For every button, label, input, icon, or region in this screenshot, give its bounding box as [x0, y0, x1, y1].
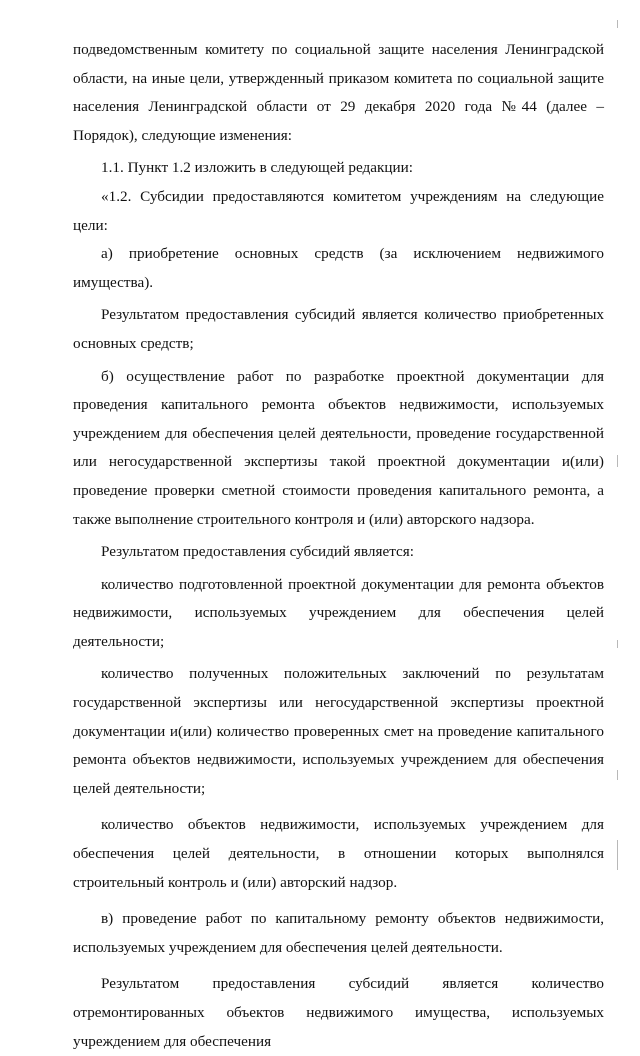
paragraph-item-1-1: 1.1. Пункт 1.2 изложить в следующей редакции: [101, 159, 414, 177]
paragraph-subitem-a: а) приобретение основных средств (за исключением недвижимого имущества). [73, 245, 604, 291]
scan-edge-mark [617, 20, 618, 28]
paragraph-result-b-1: количество подготовленной проектной документации для ремонта объектов недвижимости, используемых учреждением для обеспечения целей деятельности; [73, 575, 604, 650]
paragraph-result-b-2: количество полученных положительных заключений по результатам государственной экспертизы или негосударственной экспертизы проектной документации и(или) количество проверенных смет на проведение капитального ремонта объектов недвижимости, используемых учреждением для обеспечения целей деятельности; [73, 665, 604, 797]
paragraph-result-a: Результатом предоставления субсидий является количество приобретенных основных средств; [73, 306, 604, 352]
paragraph-subitem-v: в) проведение работ по капитальному ремонту объектов недвижимости, используемых учреждением для обеспечения целей деятельности. [73, 910, 604, 956]
paragraph-result-v: Результатом предоставления субсидий является количество отремонтированных объектов недвижимого имущества, используемых учреждением для обеспечения [73, 975, 604, 1050]
scan-edge-mark [617, 455, 618, 467]
scan-edge-mark [617, 640, 618, 648]
paragraph-result-b-3: количество объектов недвижимости, используемых учреждением для обеспечения целей деятельности, в отношении которых выполнялся строительный контроль и (или) авторский надзор. [73, 816, 604, 891]
paragraph-result-b-heading: Результатом предоставления субсидий является: [101, 543, 414, 561]
paragraph-clause-1-2: «1.2. Субсидии предоставляются комитетом учреждениям на следующие цели: [73, 187, 604, 234]
paragraph-intro: подведомственным комитету по социальной защите населения Ленинградской области, на иные цели, утвержденный приказом комитета по социальной защите населения Ленинградской области от 29 декабря 2020 года №44 (далее – Порядок), следующие изменения: [73, 41, 604, 144]
paragraph-subitem-b: б) осуществление работ по разработке проектной документации для проведения капитального ремонта объектов недвижимости, используемых учреждением для обеспечения целей деятельности, проведение государственной или негосударственной экспертизы такой проектной документации и(или) проведение проверки сметной стоимости проведения капитального ремонта, а также выполнение строительного контроля и (или) авторского надзора. [73, 367, 604, 528]
document-body [73, 36, 604, 1056]
scan-edge-mark [617, 840, 618, 870]
scan-edge-mark [617, 770, 618, 780]
